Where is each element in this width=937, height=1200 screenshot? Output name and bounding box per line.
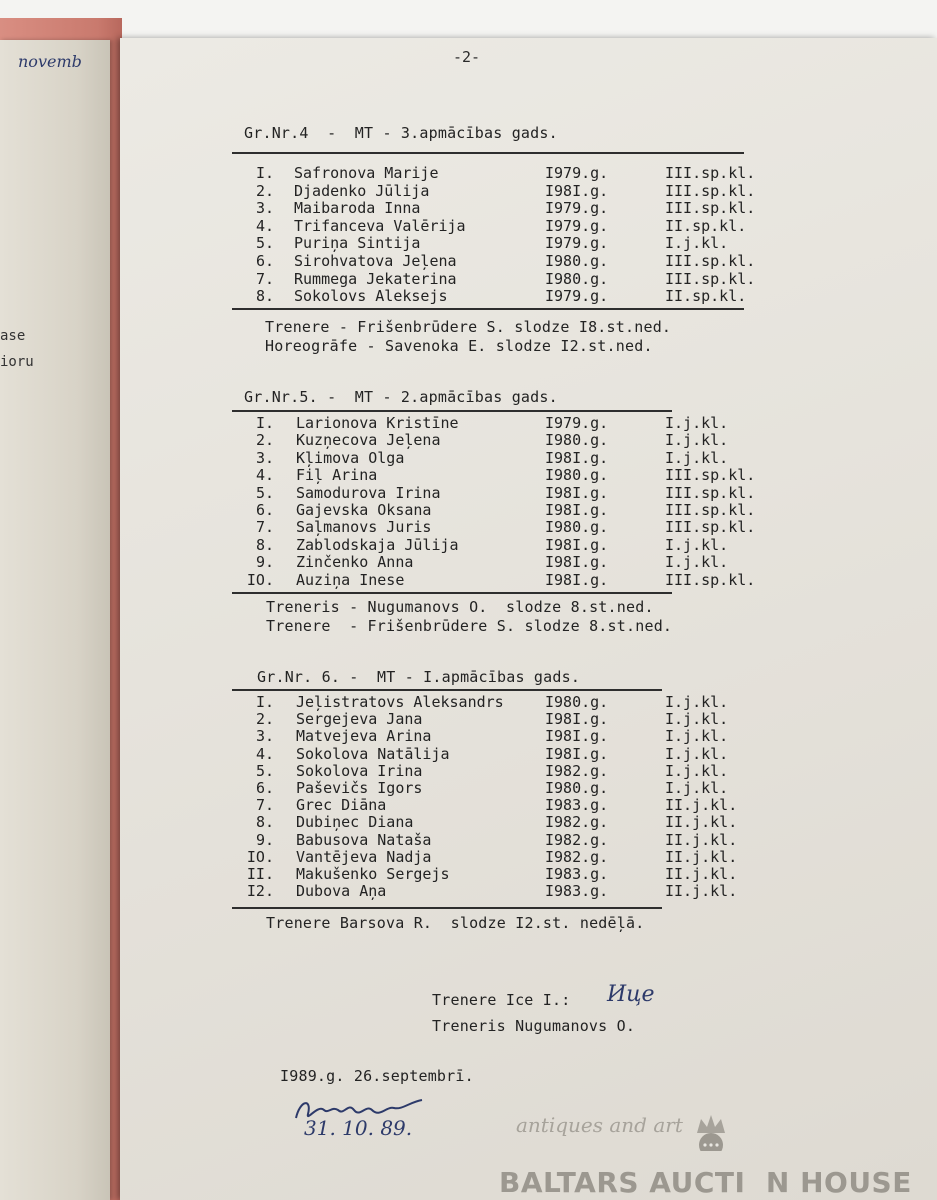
member-number: 8.	[255, 287, 274, 306]
list-rule	[232, 308, 744, 310]
member-number: 7.	[255, 518, 274, 537]
member-birth-year: I979.g.	[545, 287, 609, 306]
member-class: I.j.kl.	[665, 761, 729, 780]
member-row	[120, 164, 756, 182]
member-number: IO.	[246, 570, 274, 589]
member-class: I.j.kl.	[665, 693, 729, 711]
handwritten-signature: Ице	[607, 982, 655, 1007]
member-number: I.	[255, 693, 274, 711]
signature-line-nugumanovs: Treneris Nugumanovs O.	[432, 1017, 636, 1035]
member-class: I.j.kl.	[665, 234, 729, 253]
member-number: IO.	[246, 847, 274, 866]
member-number: I.	[255, 414, 274, 432]
member-birth-year: I980.g.	[545, 779, 609, 797]
member-name: Saļmanovs Juris	[296, 518, 432, 537]
member-row	[120, 779, 729, 797]
member-row	[120, 865, 738, 883]
member-name: Makušenko Sergejs	[296, 865, 450, 883]
member-birth-year: I98I.g.	[545, 553, 609, 572]
member-birth-year: I983.g.	[545, 796, 609, 815]
member-name: Kuzņecova Jeļena	[296, 431, 441, 450]
member-row	[120, 553, 729, 572]
member-row	[120, 744, 729, 763]
member-class: I.j.kl.	[665, 535, 729, 554]
member-number: 3.	[255, 727, 274, 746]
member-birth-year: I980.g.	[545, 431, 609, 450]
member-row	[120, 796, 738, 815]
member-row	[120, 287, 747, 306]
member-row	[120, 269, 756, 288]
member-birth-year: I983.g.	[545, 882, 609, 901]
heading-rule	[232, 689, 662, 691]
group-heading: Gr.Nr.5. - MT - 2.apmācības gads.	[244, 388, 558, 406]
member-number: 4.	[255, 744, 274, 763]
member-name: Zinčenko Anna	[296, 553, 414, 572]
member-class: I.j.kl.	[665, 727, 729, 746]
member-birth-year: I98I.g.	[545, 448, 609, 467]
member-name: Zablodskaja Jūlija	[296, 535, 459, 554]
member-birth-year: I979.g.	[545, 234, 609, 253]
member-class: I.j.kl.	[665, 431, 729, 450]
member-class: III.sp.kl.	[665, 501, 756, 519]
member-class: II.j.kl.	[665, 813, 738, 832]
member-class: III.sp.kl.	[665, 269, 756, 288]
member-class: I.j.kl.	[665, 448, 729, 467]
member-class: III.sp.kl.	[665, 181, 756, 200]
member-class: I.j.kl.	[665, 553, 729, 572]
member-row	[120, 414, 729, 432]
member-name: Grec Diāna	[296, 796, 387, 815]
member-class: III.sp.kl.	[665, 483, 756, 502]
member-birth-year: I980.g.	[545, 693, 609, 711]
date-line: I989.g. 26.septembrī.	[280, 1067, 474, 1085]
member-birth-year: I982.g.	[545, 847, 609, 866]
member-number: 4.	[255, 216, 274, 235]
member-row	[120, 466, 756, 485]
member-name: Samodurova Irina	[296, 483, 441, 502]
member-row	[120, 448, 729, 467]
heading-rule	[232, 410, 672, 412]
member-row	[120, 181, 756, 200]
member-name: Djadenko Jūlija	[294, 181, 430, 200]
member-number: 7.	[255, 269, 274, 288]
member-number: 6.	[255, 252, 274, 270]
member-birth-year: I979.g.	[545, 414, 609, 432]
member-name: Sokolovs Aleksejs	[294, 287, 448, 306]
member-class: III.sp.kl.	[665, 570, 756, 589]
member-birth-year: I98I.g.	[545, 570, 609, 589]
crown-logo-icon	[691, 1111, 731, 1151]
member-birth-year: I983.g.	[545, 865, 609, 883]
trainer-line: Treneris - Nugumanovs O. slodze 8.st.ned.	[266, 598, 654, 616]
member-class: II.j.kl.	[665, 847, 738, 866]
member-birth-year: I98I.g.	[545, 710, 609, 729]
member-row	[120, 431, 729, 450]
member-name: Kļimova Olga	[296, 448, 405, 467]
member-birth-year: I98I.g.	[545, 483, 609, 502]
member-class: II.j.kl.	[665, 882, 738, 901]
member-name: Babusova Nataša	[296, 830, 432, 849]
member-name: Vantējeva Nadja	[296, 847, 432, 866]
member-name: Rummega Jekaterina	[294, 269, 457, 288]
member-birth-year: I98I.g.	[545, 744, 609, 763]
member-number: 5.	[255, 761, 274, 780]
group-heading: Gr.Nr.4 - MT - 3.apmācības gads.	[244, 124, 558, 142]
member-name: Maibaroda Inna	[294, 199, 421, 218]
member-row	[120, 710, 729, 729]
member-birth-year: I982.g.	[545, 813, 609, 832]
member-class: II.sp.kl.	[665, 287, 747, 306]
list-rule	[232, 907, 662, 909]
member-class: III.sp.kl.	[665, 199, 756, 218]
member-row	[120, 216, 747, 235]
member-row	[120, 252, 756, 270]
member-number: 3.	[255, 199, 274, 218]
trainer-line: Trenere - Frišenbrūdere S. slodze I8.st.ned.	[265, 318, 672, 336]
member-birth-year: I982.g.	[545, 830, 609, 849]
member-birth-year: I980.g.	[545, 518, 609, 537]
member-row	[120, 847, 738, 866]
member-name: Puriņa Sintija	[294, 234, 421, 253]
page-number: -2-	[453, 48, 481, 66]
member-number: 5.	[255, 483, 274, 502]
member-row	[120, 518, 756, 537]
member-row	[120, 761, 729, 780]
member-name: Dubova Aņa	[296, 882, 387, 901]
member-class: III.sp.kl.	[665, 518, 756, 537]
member-number: 2.	[255, 431, 274, 450]
member-class: II.sp.kl.	[665, 216, 747, 235]
signature-line-ice: Trenere Ice I.:	[432, 991, 571, 1009]
member-name: Fiļ Arina	[296, 466, 378, 485]
page-fragment-1: ase	[0, 328, 26, 344]
main-page	[120, 38, 937, 1200]
member-birth-year: I979.g.	[545, 216, 609, 235]
member-class: I.j.kl.	[665, 779, 729, 797]
page-fragment-2: ioru	[0, 354, 34, 370]
member-class: I.j.kl.	[665, 414, 729, 432]
trainer-line: Horeogrāfe - Savenoka E. slodze I2.st.ned.	[265, 337, 653, 355]
member-number: 8.	[255, 813, 274, 832]
member-number: 2.	[255, 710, 274, 729]
member-row	[120, 483, 756, 502]
member-name: Larionova Kristīne	[296, 414, 459, 432]
member-birth-year: I979.g.	[545, 199, 609, 218]
member-name: Sokolova Natālija	[296, 744, 450, 763]
member-name: Jeļistratovs Aleksandrs	[296, 693, 504, 711]
member-birth-year: I980.g.	[545, 252, 609, 270]
member-row	[120, 501, 756, 519]
member-number: 9.	[255, 553, 274, 572]
underlying-page	[0, 40, 110, 1200]
member-number: 9.	[255, 830, 274, 849]
member-row	[120, 535, 729, 554]
member-name: Trifanceva Valērija	[294, 216, 466, 235]
member-name: Paševičs Igors	[296, 779, 423, 797]
member-name: Sergejeva Jana	[296, 710, 423, 729]
member-number: 3.	[255, 448, 274, 467]
member-row	[120, 693, 729, 711]
member-birth-year: I980.g.	[545, 466, 609, 485]
member-class: III.sp.kl.	[665, 252, 756, 270]
member-number: 5.	[255, 234, 274, 253]
member-name: Auziņa Inese	[296, 570, 405, 589]
member-birth-year: I98I.g.	[545, 501, 609, 519]
member-class: I.j.kl.	[665, 744, 729, 763]
handwritten-date: 31. 10. 89.	[304, 1116, 413, 1140]
list-rule	[232, 592, 672, 594]
member-name: Sirohvatova Jeļena	[294, 252, 457, 270]
member-number: 2.	[255, 181, 274, 200]
trainer-line: Trenere Barsova R. slodze I2.st. nedēļā.	[266, 914, 645, 932]
member-class: III.sp.kl.	[665, 164, 756, 182]
member-row	[120, 234, 729, 253]
member-row	[120, 830, 738, 849]
member-number: I.	[255, 164, 274, 182]
member-number: II.	[246, 865, 274, 883]
watermark-brand-text: BALTARS AUCTI N HOUSE	[499, 1166, 912, 1199]
member-row	[120, 199, 756, 218]
trainer-line: Trenere - Frišenbrūdere S. slodze 8.st.ned.	[266, 617, 673, 635]
member-number: I2.	[246, 882, 274, 901]
member-birth-year: I982.g.	[545, 761, 609, 780]
member-row	[120, 727, 729, 746]
member-birth-year: I979.g.	[545, 164, 609, 182]
member-name: Matvejeva Arina	[296, 727, 432, 746]
member-row	[120, 882, 738, 901]
member-row	[120, 813, 738, 832]
handwritten-note: novemb	[18, 52, 82, 71]
member-class: II.j.kl.	[665, 830, 738, 849]
member-number: 6.	[255, 501, 274, 519]
member-row	[120, 570, 756, 589]
member-birth-year: I98I.g.	[545, 181, 609, 200]
watermark-tagline: antiques and art	[516, 1113, 683, 1137]
member-class: III.sp.kl.	[665, 466, 756, 485]
member-birth-year: I98I.g.	[545, 535, 609, 554]
member-class: I.j.kl.	[665, 710, 729, 729]
member-name: Dubiņec Diana	[296, 813, 414, 832]
member-number: 6.	[255, 779, 274, 797]
heading-rule	[232, 152, 744, 154]
member-birth-year: I98I.g.	[545, 727, 609, 746]
watermark-brand	[458, 1133, 912, 1200]
member-number: 8.	[255, 535, 274, 554]
member-class: II.j.kl.	[665, 796, 738, 815]
member-name: Gajevska Oksana	[296, 501, 432, 519]
member-name: Safronova Marije	[294, 164, 439, 182]
member-class: II.j.kl.	[665, 865, 738, 883]
member-number: 7.	[255, 796, 274, 815]
member-name: Sokolova Irina	[296, 761, 423, 780]
member-birth-year: I980.g.	[545, 269, 609, 288]
group-heading: Gr.Nr. 6. - MT - I.apmācības gads.	[257, 668, 581, 686]
member-number: 4.	[255, 466, 274, 485]
